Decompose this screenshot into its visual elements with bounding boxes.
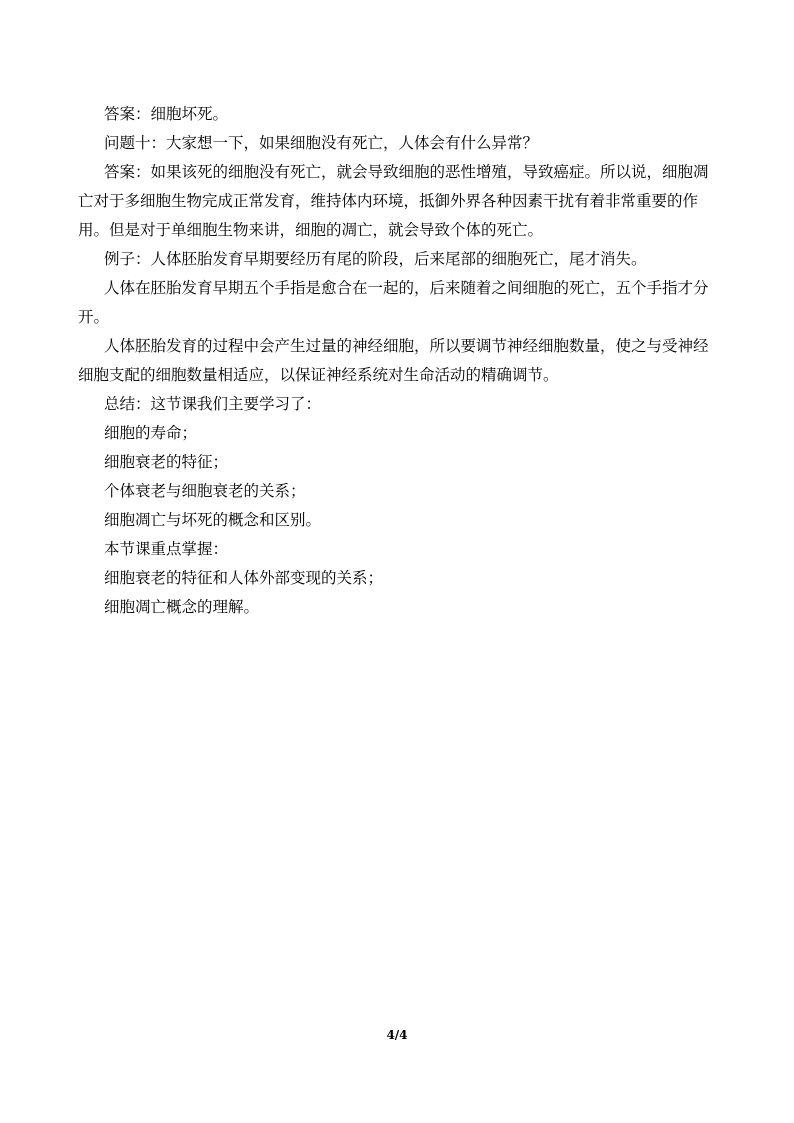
paragraph-summary-item-3: 个体衰老与细胞衰老的关系； (104, 482, 306, 500)
paragraph-key-point-2: 细胞凋亡概念的理解。 (104, 598, 260, 616)
paragraph-key-point-1: 细胞衰老的特征和人体外部变现的关系； (104, 569, 384, 587)
paragraph-key-points-heading: 本节课重点掌握： (104, 540, 229, 558)
paragraph-answer-necrosis: 答案：细胞坏死。 (104, 105, 229, 123)
paragraph-example-tail: 例子：人体胚胎发育早期要经历有尾的阶段，后来尾部的细胞死亡，尾才消失。 (104, 250, 647, 268)
page-number: 4/4 (386, 1028, 408, 1042)
paragraph-summary-heading: 总结：这节课我们主要学习了： (104, 395, 322, 413)
paragraph-question-ten: 问题十：大家想一下，如果细胞没有死亡，人体会有什么异常？ (104, 134, 539, 152)
paragraph-example-neurons: 人体胚胎发育的过程中会产生过量的神经细胞，所以要调节神经细胞数量，使之与受神经细胞支配的细胞数量相适应，以保证神经系统对生命活动的精确调节。 (78, 337, 709, 384)
paragraph-answer-apoptosis: 答案：如果该死的细胞没有死亡，就会导致细胞的恶性增殖，导致癌症。所以说，细胞凋亡对于多细胞生物完成正常发育，维持体内环境，抵御外界各种因素干扰有着非常重要的作用。但是对于单细胞生物来讲，细胞的凋亡，就会导致个体的死亡。 (78, 163, 709, 239)
paragraph-summary-item-2: 细胞衰老的特征； (104, 453, 229, 471)
paragraph-summary-item-1: 细胞的寿命； (104, 424, 198, 442)
paragraph-summary-item-4: 细胞凋亡与坏死的概念和区别。 (104, 511, 322, 529)
document-body (78, 100, 714, 622)
paragraph-example-fingers: 人体在胚胎发育早期五个手指是愈合在一起的，后来随着之间细胞的死亡，五个手指才分开。 (78, 279, 709, 326)
